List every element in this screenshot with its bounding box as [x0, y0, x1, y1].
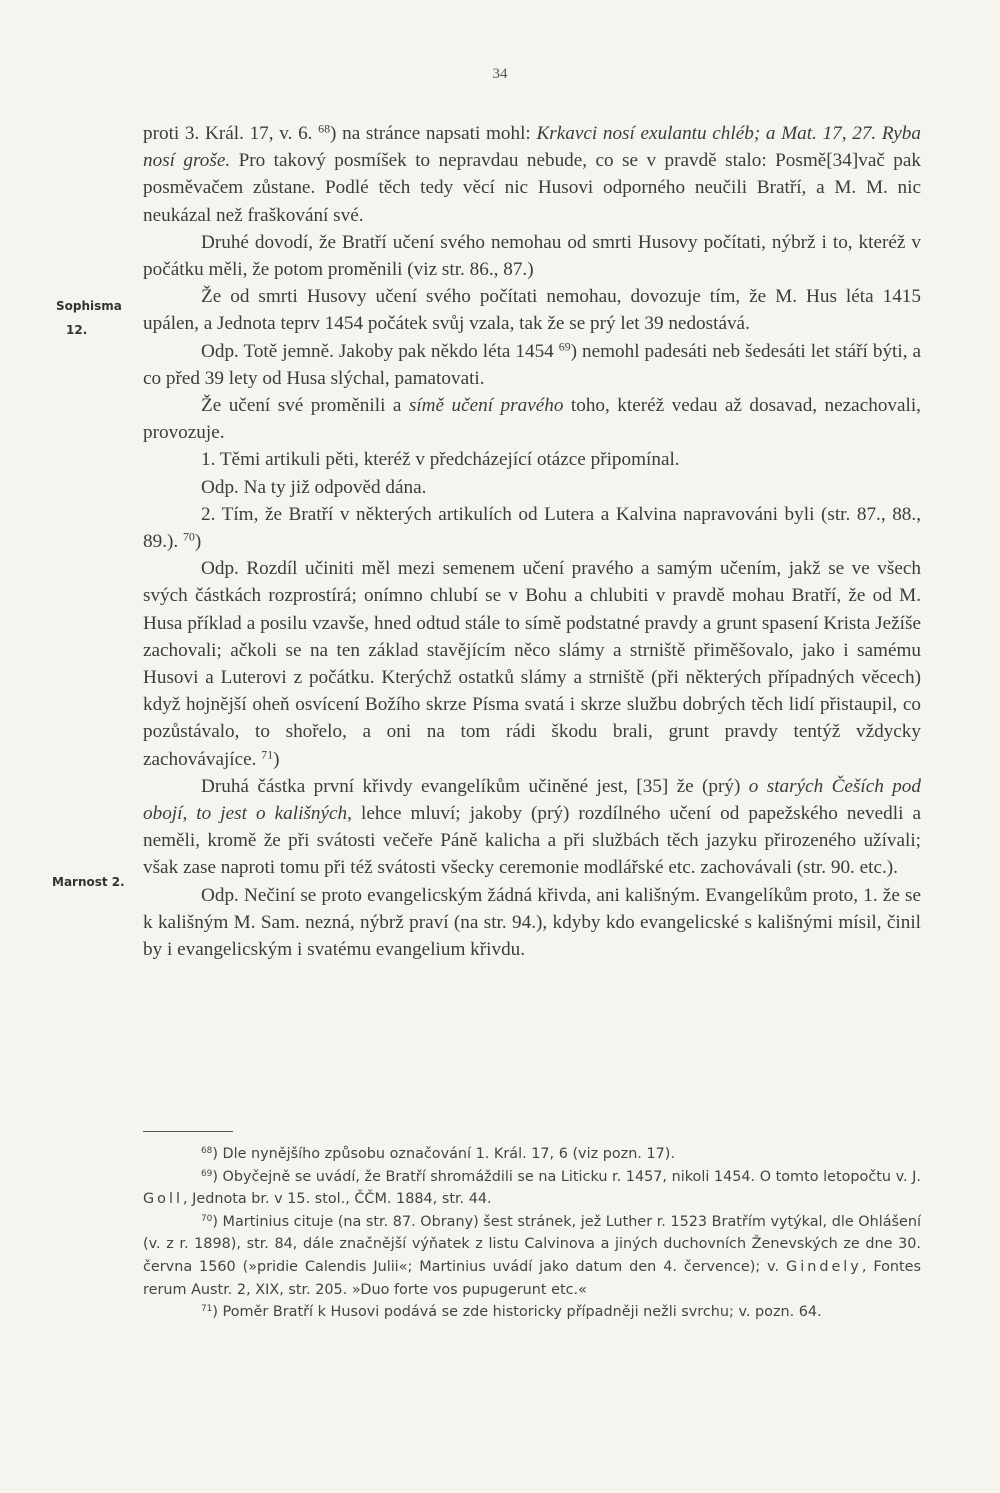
footnote-divider: [143, 1131, 233, 1132]
margin-note-sophisma-number: 12.: [66, 323, 88, 337]
text-span: toho, kteréž vedau až dosavad, nezachovali, provozuje.: [143, 395, 921, 444]
footnote: [143, 1301, 921, 1324]
text-span: Odp. Rozdíl učiniti měl mezi semenem učení pravého a samým učením, jakž se ve všech svých částkách rozprostírá; onímno chlubí se v Bohu a chlubiti v pravdě mohau Bratří, že od M. Husa příklad a posilu vzavše, hned odtud stále to símě podstatné pravdy a grunt spasení Krista Ježíše zachovali; ačkoli se na ten základ stavějícím něco slámy a strniště přiměšovalo, jako i samému Husovi a Luterovi z počátku. Kterýchž ostatků slámy a strniště (při některých případných věcech) když hojnější oheň osvícení Božího skrze Písma svatá i skrze službu dobrých těch lidí přistaupil, co pozůstávalo, to shořelo, a oni na tom rádi škodu brali, grunt pravdy tentýž vždycky zachovávajíce.: [143, 558, 921, 770]
margin-note-sophisma: Sophisma: [56, 299, 122, 313]
italic-phrase: símě učení pravého: [408, 395, 564, 417]
text-span: ) Dle nynějšího způsobu označování 1. Král. 17, 6 (viz pozn. 17).: [212, 1146, 675, 1162]
text-span: Odp. Totě jemně. Jakoby pak někdo léta 1454: [201, 340, 559, 362]
footnote: [143, 1166, 921, 1211]
text-span: ) Martinius cituje (na str. 87. Obrany) šest stránek, jež Luther r. 1523 Bratřím vytýkal, dle Ohlášení (v. z r. 1898), str. 84, dále značnější výňatek z listu Calvinova a jiných duchovních Ženevských ze dne 30. června 1560 (»pridie Calendis Julii«; Martinius uvádí jako datum den 4. července); v.: [143, 1213, 921, 1275]
text-span: 2. Tím, že Bratří v některých artikulích od Lutera a Kalvina napravováni byli (str. 87., 88., 89.).: [143, 503, 921, 553]
author-name: Goll: [143, 1191, 183, 1208]
text-span: ) Obyčejně se uvádí, že Bratří shromáždili se na Liticku r. 1457, nikoli 1454. O tomto letopočtu v. J.: [212, 1168, 921, 1185]
paragraph: [143, 773, 921, 882]
footnotes: [143, 1143, 921, 1324]
paragraph: [143, 338, 921, 392]
italic-phrase: o starých Češích pod obojí, to jest o kališných,: [143, 775, 921, 825]
text-span: , Fontes rerum Austr. 2, XIX, str. 205. »Duo forte vos pupugerunt etc.«: [143, 1258, 921, 1298]
footnote-number: 68: [201, 1146, 213, 1157]
footnote-ref: 68: [318, 121, 331, 136]
paragraph: [143, 555, 921, 773]
text-span: ): [194, 531, 202, 553]
footnote-ref: 71: [261, 747, 274, 762]
text-span: ) nemohl padesáti neb šedesáti let stáří býti, a co před 39 lety od Husa slýchal, pamatovati.: [143, 340, 921, 389]
text-span: ) na stránce napsati mohl:: [330, 123, 537, 144]
footnote: [143, 1211, 921, 1301]
text-span: ): [273, 748, 280, 770]
text-span: ) Poměr Bratří k Husovi podává se zde historicky případněji nežli svrchu; v. pozn. 64.: [212, 1304, 822, 1321]
page-number: 34: [492, 66, 508, 82]
author-name: Gindely: [786, 1258, 862, 1275]
paragraph: 1. Těmi artikuli pěti, kteréž v předcházející otázce připomínal.: [201, 449, 680, 471]
text-span: proti 3. Král. 17, v. 6.: [143, 123, 313, 144]
margin-note-marnost: Marnost 2.: [52, 875, 125, 889]
text-span: lehce mluví; jakoby (prý) rozdílného učení od papežského nevedli a neměli, kromě že při svátosti večeře Páně kalicha a při službách těch jazyku přirozeného užívali; však zase naproti tomu při též svátosti všecky ceremonie modlářské etc. zachovávali (str. 90. etc.).: [143, 803, 921, 879]
paragraph: Odp. Nečiní se proto evangelicským žádná křivda, ani kališným. Evangelíkům proto, 1. že se k kališným M. Sam. nezná, nýbrž praví (na str. 94.), kdyby kdo evangelicské s kališnými mísil, činil by i evangelicským i svatému evangelium křivdu.: [143, 884, 921, 961]
paragraph: [143, 392, 921, 446]
footnote-ref: 69: [558, 339, 571, 354]
italic-quote: Krkavci nosí exulantu chléb; a Mat. 17, 27. Ryba nosí groše.: [143, 123, 921, 172]
paragraph: Že od smrti Husovy učení svého počítati nemohau, dovozuje tím, že M. Hus léta 1415 upálen, a Jednota teprv 1454 počátek svůj vzala, tak že se prý let 39 nedostává.: [143, 286, 921, 335]
footnote-number: 71: [201, 1304, 213, 1315]
text-span: Druhá částka první křivdy evangelíkům učiněné jest, [35] že (prý): [201, 775, 749, 797]
footnote-number: 69: [201, 1168, 213, 1179]
text-span: , Jednota br. v 15. stol., ČČM. 1884, str. 44.: [182, 1191, 492, 1208]
main-text: [143, 120, 921, 963]
footnote: [143, 1143, 921, 1166]
text-span: Pro takový posmíšek to nepravdau nebude, co se v pravdě stalo: Posmě[34]vač pak posměvačem zůstane. Podlé těch tedy věcí nic Husovi odporného neučili Bratří, a M. M. nic neukázal než fraškování své.: [143, 150, 921, 226]
paragraph: [143, 120, 921, 229]
paragraph: Druhé dovodí, že Bratří učení svého nemohau od smrti Husovy počítati, nýbrž i to, kteréž v počátku měli, že potom proměnili (viz str. 86., 87.): [143, 231, 921, 281]
footnote-number: 70: [201, 1213, 213, 1224]
footnote-ref: 70: [182, 529, 195, 544]
text-span: Že učení své proměnili a: [201, 395, 409, 417]
paragraph: [143, 501, 921, 555]
paragraph: Odp. Na ty již odpověd dána.: [201, 476, 427, 498]
